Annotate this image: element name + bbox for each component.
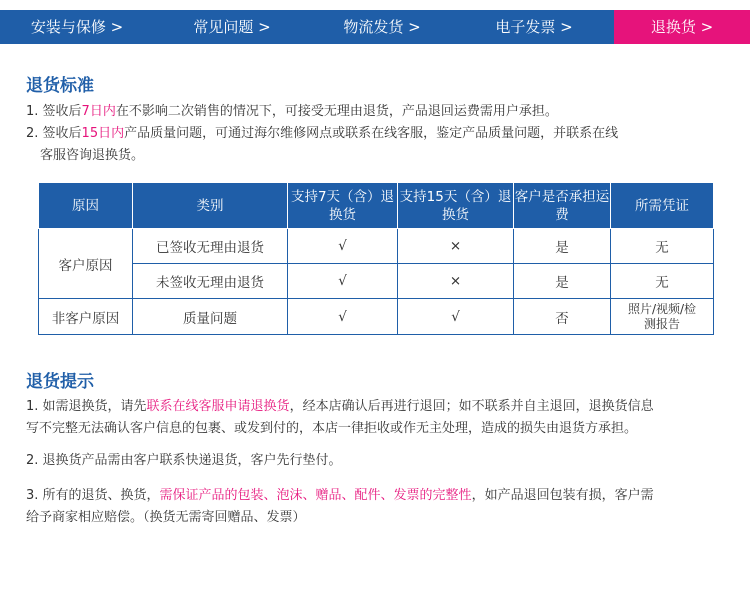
tip-item-1-cont: 写不完整无法确认客户信息的包裹、或发到付的，本店一律拒收或作无主处理，造成的损失由退货方承担。 (26, 421, 638, 436)
top-nav (0, 10, 750, 44)
cell-proof: 照片/视频/检测报告 (611, 299, 714, 335)
cell-proof: 无 (611, 229, 714, 264)
cell-category: 已签收无理由退货 (133, 229, 288, 264)
header-category: 类别 (133, 183, 288, 229)
tab-returns[interactable]: 退换货 > (614, 10, 750, 44)
cell-7day: √ (288, 299, 398, 335)
cell-reason: 非客户原因 (39, 299, 133, 335)
header-7day: 支持7天（含）退换货 (288, 183, 398, 229)
header-proof: 所需凭证 (611, 183, 714, 229)
tip-item-1: 1. 如需退换货，请先联系在线客服申请退换货，经本店确认后再进行退回；如不联系并自主退回，退换货信息 (26, 399, 654, 414)
header-reason: 原因 (39, 183, 133, 229)
cell-7day: √ (288, 264, 398, 299)
tab-install-warranty[interactable]: 安装与保修 > (30, 18, 124, 36)
tip-item-3: 3. 所有的退货、换货，需保证产品的包装、泡沫、赠品、配件、发票的完整性，如产品退回包装有损，客户需 (26, 488, 654, 503)
cell-reason: 客户原因 (39, 229, 133, 299)
table-row (39, 229, 714, 264)
cell-category: 未签收无理由退货 (133, 264, 288, 299)
cell-freight: 是 (514, 264, 611, 299)
return-standard-title: 退货标准 (26, 76, 94, 96)
header-freight: 客户是否承担运费 (514, 183, 611, 229)
standard-item-2-cont: 客服咨询退换货。 (40, 148, 145, 163)
cell-15day: √ (398, 299, 514, 335)
cell-freight: 否 (514, 299, 611, 335)
tab-faq[interactable]: 常见问题 > (193, 18, 271, 36)
return-policy-table (38, 182, 714, 335)
cell-7day: √ (288, 229, 398, 264)
tab-e-invoice[interactable]: 电子发票 > (495, 18, 573, 36)
standard-item-2: 2. 签收后15日内产品质量问题，可通过海尔维修网点或联系在线客服，鉴定产品质量问题，并联系在线 (26, 126, 619, 141)
tip-item-3-cont: 给予商家相应赔偿。（换货无需寄回赠品、发票） (26, 510, 306, 525)
standard-item-1: 1. 签收后7日内在不影响二次销售的情况下，可接受无理由退货，产品退回运费需用户承担。 (26, 104, 558, 119)
cell-proof: 无 (611, 264, 714, 299)
tip-item-2: 2. 退换货产品需由客户联系快递退货，客户先行垫付。 (26, 453, 342, 468)
return-tips-title: 退货提示 (26, 372, 94, 392)
tab-logistics[interactable]: 物流发货 > (343, 18, 421, 36)
cell-15day: × (398, 264, 514, 299)
cell-freight: 是 (514, 229, 611, 264)
table-row (39, 264, 714, 299)
table-row (39, 299, 714, 335)
header-15day: 支持15天（含）退换货 (398, 183, 514, 229)
table-header-row (39, 183, 714, 229)
cell-15day: × (398, 229, 514, 264)
cell-category: 质量问题 (133, 299, 288, 335)
